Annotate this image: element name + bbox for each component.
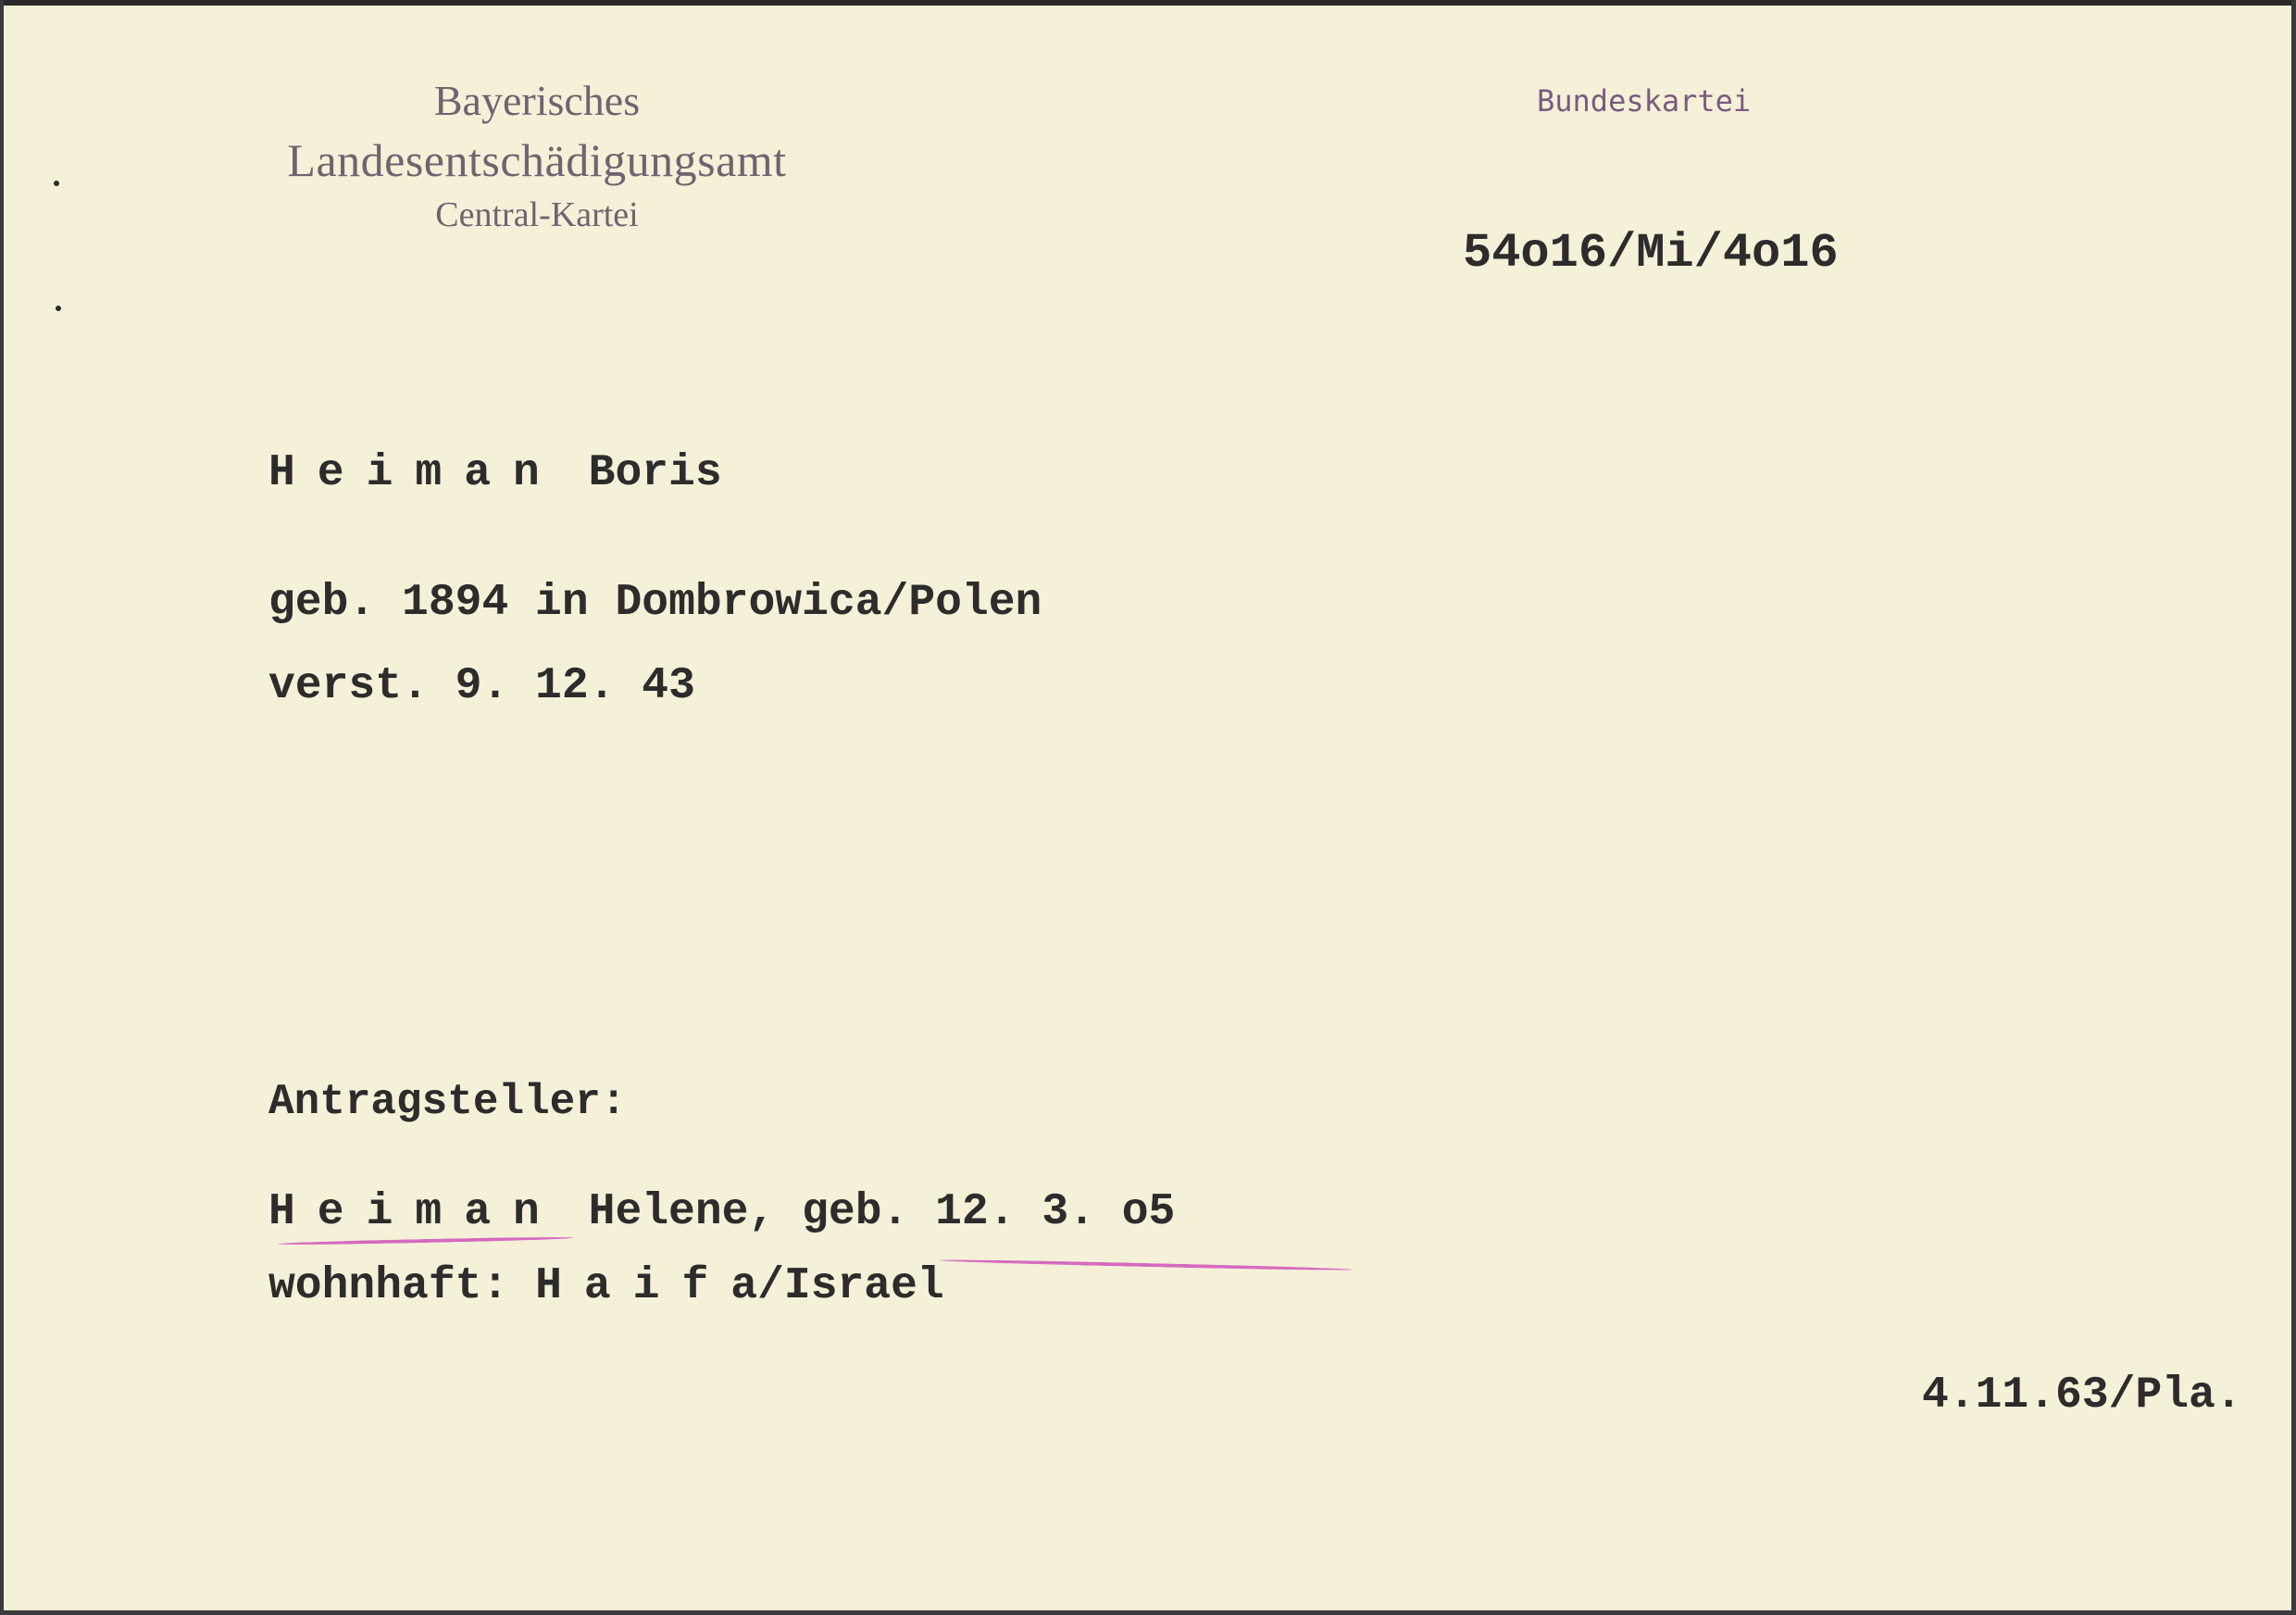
person-given-name: Boris (588, 448, 722, 498)
ink-speck (54, 181, 59, 186)
date-reference: 4.11.63/Pla. (1922, 1371, 2242, 1421)
office-stamp-line-1: Bayerisches (433, 77, 641, 124)
birth-record: geb. 1894 in Dombrowica/Polen (268, 578, 1042, 628)
residence-city: Haif (535, 1261, 731, 1311)
residence-rest: a/Israel (730, 1261, 944, 1311)
pink-underline (940, 1258, 1352, 1271)
applicant-label: Antragsteller: (268, 1078, 627, 1126)
residence-label: wohnhaft: (268, 1261, 509, 1311)
scan-border-right (2291, 0, 2296, 1615)
scan-border-left (0, 0, 4, 1615)
person-name (268, 448, 722, 498)
applicant-surname: Heiman (268, 1187, 562, 1237)
reference-number: 54o16/Mi/4o16 (1463, 226, 1839, 281)
residence-line (268, 1261, 944, 1311)
pink-underline (278, 1236, 574, 1246)
applicant-line (268, 1187, 1175, 1237)
bundeskartei-stamp: Bundeskartei (1537, 83, 1752, 119)
ink-speck (56, 306, 61, 311)
applicant-details: Helene, geb. 12. 3. o5 (588, 1187, 1176, 1237)
office-stamp-line-3: Central-Kartei (435, 195, 639, 234)
scan-border-bottom (0, 1610, 2296, 1615)
death-record: verst. 9. 12. 43 (268, 661, 695, 711)
office-stamp-line-2: Landesentschädigungsamt (287, 134, 787, 186)
person-surname: Heiman (268, 448, 562, 498)
scan-border-top (0, 0, 2296, 6)
